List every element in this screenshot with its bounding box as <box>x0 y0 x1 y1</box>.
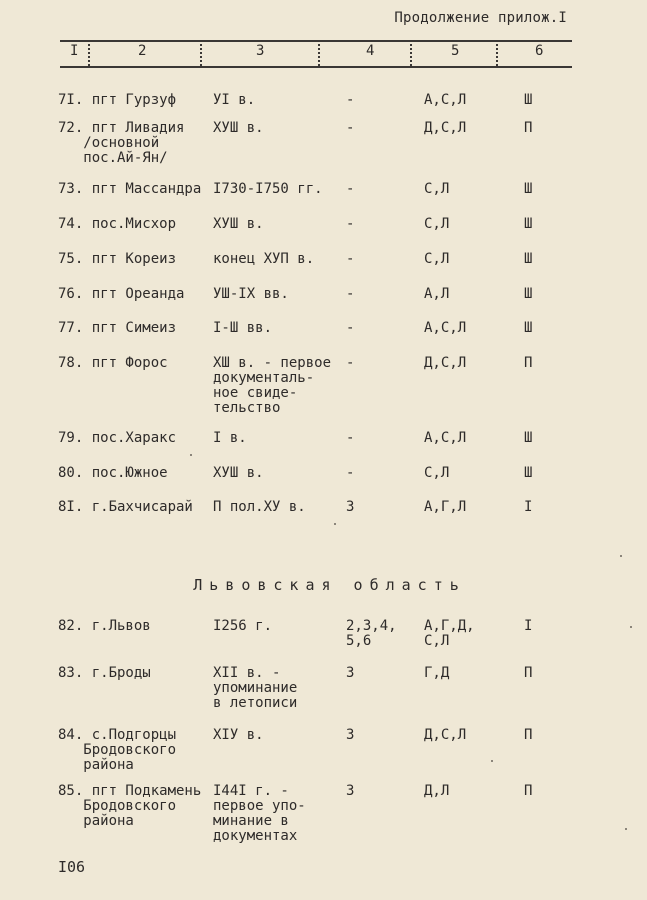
column-5-value: А,С,Л <box>424 92 467 108</box>
column-6-value: Ш <box>524 465 533 481</box>
paper-speck <box>334 523 336 525</box>
column-6-value: I <box>524 618 533 634</box>
column-5-value: Д,Л <box>424 783 450 799</box>
column-separator <box>88 40 90 66</box>
settlement-name: 76. пгт Ореанда <box>58 286 185 302</box>
settlement-name: 77. пгт Симеиз <box>58 320 177 336</box>
column-6-value: Ш <box>524 181 533 197</box>
settlement-name: 72. пгт Ливадия /основной пос.Ай-Ян/ <box>58 120 185 166</box>
column-4-value: - <box>346 251 355 267</box>
paper-speck <box>190 454 192 456</box>
header-bottom-rule <box>60 66 572 68</box>
column-4-value: 3 <box>346 727 355 743</box>
settlement-name: 78. пгт Форос <box>58 355 168 371</box>
paper-speck <box>625 828 627 830</box>
column-6-value: Ш <box>524 430 533 446</box>
column-4-value: - <box>346 430 355 446</box>
founding-date: УШ-IX вв. <box>213 286 289 302</box>
column-separator <box>410 40 412 66</box>
column-5-value: Д,С,Л <box>424 355 467 371</box>
column-5-value: С,Л <box>424 181 450 197</box>
founding-date: ХШ в. - первое документаль- ное свиде- тельство <box>213 355 332 416</box>
founding-date: I-Ш вв. <box>213 320 273 336</box>
column-5-value: С,Л <box>424 251 450 267</box>
section-title: Львовская область <box>193 576 466 594</box>
column-4-value: 3 <box>346 783 355 799</box>
column-4-value: - <box>346 181 355 197</box>
settlement-name: 79. пос.Харакс <box>58 430 177 446</box>
settlement-name: 85. пгт Подкамень Бродовского района <box>58 783 202 829</box>
column-4-value: - <box>346 216 355 232</box>
column-5-value: Д,С,Л <box>424 120 467 136</box>
column-6-value: I <box>524 499 533 515</box>
column-separator <box>200 40 202 66</box>
column-5-value: А,С,Л <box>424 320 467 336</box>
column-5-value: А,С,Л <box>424 430 467 446</box>
paper-speck <box>491 760 493 762</box>
column-6-value: П <box>524 727 533 743</box>
column-header-4: 4 <box>366 43 375 59</box>
column-4-value: 2,3,4, 5,6 <box>346 618 397 649</box>
settlement-name: 74. пос.Мисхор <box>58 216 177 232</box>
column-5-value: А,Л <box>424 286 450 302</box>
settlement-name: 82. г.Львов <box>58 618 151 634</box>
column-4-value: - <box>346 92 355 108</box>
column-header-5: 5 <box>451 43 460 59</box>
column-5-value: А,Г,Л <box>424 499 467 515</box>
column-4-value: - <box>346 286 355 302</box>
column-4-value: 3 <box>346 499 355 515</box>
column-header-2: 2 <box>138 43 147 59</box>
settlement-name: 80. пос.Южное <box>58 465 168 481</box>
founding-date: УI в. <box>213 92 256 108</box>
column-6-value: П <box>524 783 533 799</box>
founding-date: XII в. - упоминание в летописи <box>213 665 298 711</box>
column-4-value: - <box>346 465 355 481</box>
settlement-name: 75. пгт Кореиз <box>58 251 177 267</box>
founding-date: ХУШ в. <box>213 216 264 232</box>
paper-speck <box>620 555 622 557</box>
founding-date: I в. <box>213 430 247 446</box>
column-6-value: Ш <box>524 216 533 232</box>
column-6-value: Ш <box>524 320 533 336</box>
founding-date: I256 г. <box>213 618 273 634</box>
column-header-6: 6 <box>535 43 544 59</box>
column-6-value: П <box>524 665 533 681</box>
column-5-value: Г,Д <box>424 665 450 681</box>
column-6-value: П <box>524 120 533 136</box>
settlement-name: 8I. г.Бахчисарай <box>58 499 193 515</box>
column-separator <box>496 40 498 66</box>
continuation-note: Продолжение прилож.I <box>394 10 567 26</box>
settlement-name: 7I. пгт Гурзуф <box>58 92 177 108</box>
column-4-value: - <box>346 355 355 371</box>
column-5-value: С,Л <box>424 465 450 481</box>
paper-speck <box>630 626 632 628</box>
column-header-1: I <box>70 43 79 59</box>
founding-date: ХУШ в. <box>213 120 264 136</box>
column-separator <box>318 40 320 66</box>
founding-date: конец ХУП в. <box>213 251 315 267</box>
settlement-name: 84. с.Подгорцы Бродовского района <box>58 727 177 773</box>
settlement-name: 73. пгт Массандра <box>58 181 202 197</box>
column-4-value: - <box>346 320 355 336</box>
column-5-value: А,Г,Д, С,Л <box>424 618 475 649</box>
founding-date: I44I г. - первое упо- минание в документах <box>213 783 306 844</box>
settlement-name: 83. г.Броды <box>58 665 151 681</box>
column-6-value: Ш <box>524 92 533 108</box>
column-5-value: Д,С,Л <box>424 727 467 743</box>
column-5-value: С,Л <box>424 216 450 232</box>
founding-date: П пол.ХУ в. <box>213 499 306 515</box>
column-header-3: 3 <box>256 43 265 59</box>
column-6-value: Ш <box>524 286 533 302</box>
column-6-value: П <box>524 355 533 371</box>
column-4-value: - <box>346 120 355 136</box>
founding-date: I730-I750 гг. <box>213 181 323 197</box>
founding-date: XIУ в. <box>213 727 264 743</box>
column-4-value: 3 <box>346 665 355 681</box>
column-6-value: Ш <box>524 251 533 267</box>
page-number: I06 <box>58 858 86 876</box>
founding-date: ХУШ в. <box>213 465 264 481</box>
